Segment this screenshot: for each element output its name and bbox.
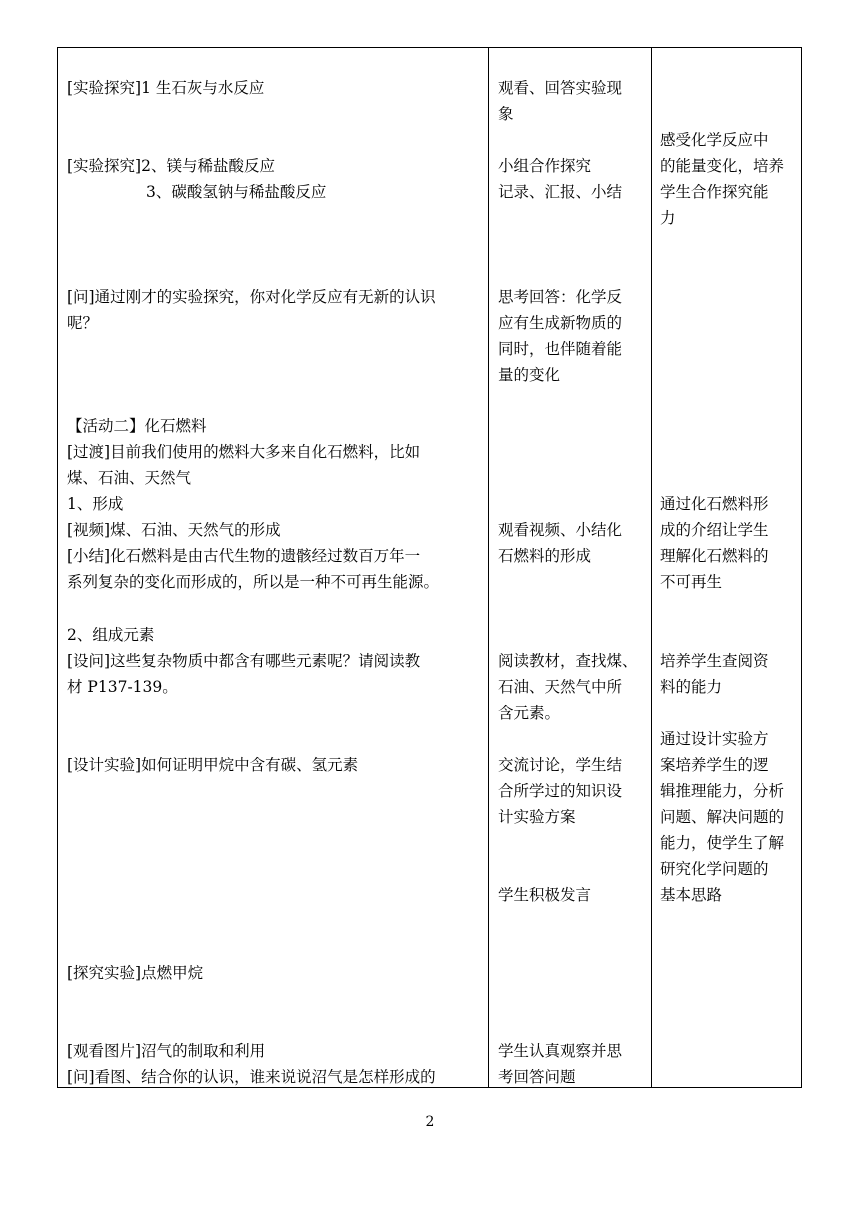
think-line-4: 量的变化 (498, 366, 561, 384)
group-line-2: 记录、汇报、小结 (498, 183, 623, 201)
video-item: [视频]煤、石油、天然气的形成 (67, 521, 281, 539)
discuss-line-2: 合所学过的知识设 (498, 782, 623, 800)
question-line-2: 呢？ (67, 314, 99, 332)
summary-line-1: [小结]化石燃料是由古代生物的遗骸经过数百万年一 (67, 547, 421, 565)
activity-two-heading: 【活动二】化石燃料 (67, 417, 207, 435)
fossil-line-2: 成的介绍让学生 (660, 521, 769, 539)
feel-line-2: 的能量变化，培养 (660, 157, 785, 175)
group-line-1: 小组合作探究 (498, 157, 592, 175)
video-summary-line-2: 石燃料的形成 (498, 547, 592, 565)
teacher-activity-column (58, 48, 488, 1087)
feel-line-4: 力 (660, 209, 676, 227)
design-experiment: [设计实验]如何证明甲烷中含有碳、氢元素 (67, 756, 359, 774)
question-line-1: [问]通过刚才的实验探究，你对化学反应有无新的认识 (67, 288, 436, 306)
think-line-3: 同时，也伴随着能 (498, 340, 623, 358)
ask-line-1: [设问]这些复杂物质中都含有哪些元素呢？请阅读教 (67, 652, 421, 670)
cultivate-line-2: 料的能力 (660, 678, 723, 696)
design-intent-line-1: 通过设计实验方 (660, 730, 769, 748)
experiment-3: 3、碳酸氢钠与稀盐酸反应 (146, 183, 327, 201)
design-intent-line-4: 问题、解决问题的 (660, 808, 785, 826)
experiment-2: [实验探究]2、镁与稀盐酸反应 (67, 157, 275, 175)
fossil-line-1: 通过化石燃料形 (660, 495, 769, 513)
experiment-1: [实验探究]1 生石灰与水反应 (67, 79, 265, 97)
elements-heading: 2、组成元素 (67, 626, 155, 644)
view-pictures: [观看图片]沼气的制取和利用 (67, 1042, 266, 1060)
formation-heading: 1、形成 (67, 495, 124, 513)
feel-line-1: 感受化学反应中 (660, 131, 769, 149)
summary-line-2: 系列复杂的变化而形成的，所以是一种不可再生能源。 (67, 573, 440, 591)
think-line-2: 应有生成新物质的 (498, 314, 623, 332)
design-intent-line-6: 研究化学问题的 (660, 860, 769, 878)
read-line-1: 阅读教材，查找煤、 (498, 652, 638, 670)
ask-line-2: 材 P137-139。 (67, 678, 178, 696)
biogas-question: [问]看图、结合你的认识，谁来说说沼气是怎样形成的 (67, 1068, 436, 1086)
design-intent-line-7: 基本思路 (660, 886, 723, 904)
discuss-line-3: 计实验方案 (498, 808, 576, 826)
read-line-3: 含元素。 (498, 704, 561, 722)
fossil-line-4: 不可再生 (660, 573, 723, 591)
speak: 学生积极发言 (498, 886, 592, 904)
page-number: 2 (425, 1114, 435, 1130)
student-activity-column (489, 48, 651, 1087)
video-summary-line-1: 观看视频、小结化 (498, 521, 623, 539)
design-intent-column (652, 48, 802, 1087)
explore-experiment: [探究实验]点燃甲烷 (67, 964, 204, 982)
fossil-line-3: 理解化石燃料的 (660, 547, 769, 565)
observe-line-1: 观看、回答实验现 (498, 79, 623, 97)
transition-line-1: [过渡]目前我们使用的燃料大多来自化石燃料，比如 (67, 443, 421, 461)
feel-line-3: 学生合作探究能 (660, 183, 769, 201)
lesson-table (57, 47, 802, 1088)
picture-line-1: 学生认真观察并思 (498, 1042, 623, 1060)
design-intent-line-2: 案培养学生的逻 (660, 756, 769, 774)
observe-line-2: 象 (498, 105, 514, 123)
design-intent-line-3: 辑推理能力，分析 (660, 782, 785, 800)
read-line-2: 石油、天然气中所 (498, 678, 623, 696)
discuss-line-1: 交流讨论，学生结 (498, 756, 623, 774)
picture-line-2: 考回答问题 (498, 1068, 576, 1086)
think-line-1: 思考回答：化学反 (498, 288, 623, 306)
cultivate-line-1: 培养学生查阅资 (660, 652, 769, 670)
transition-line-2: 煤、石油、天然气 (67, 469, 192, 487)
design-intent-line-5: 能力，使学生了解 (660, 834, 785, 852)
